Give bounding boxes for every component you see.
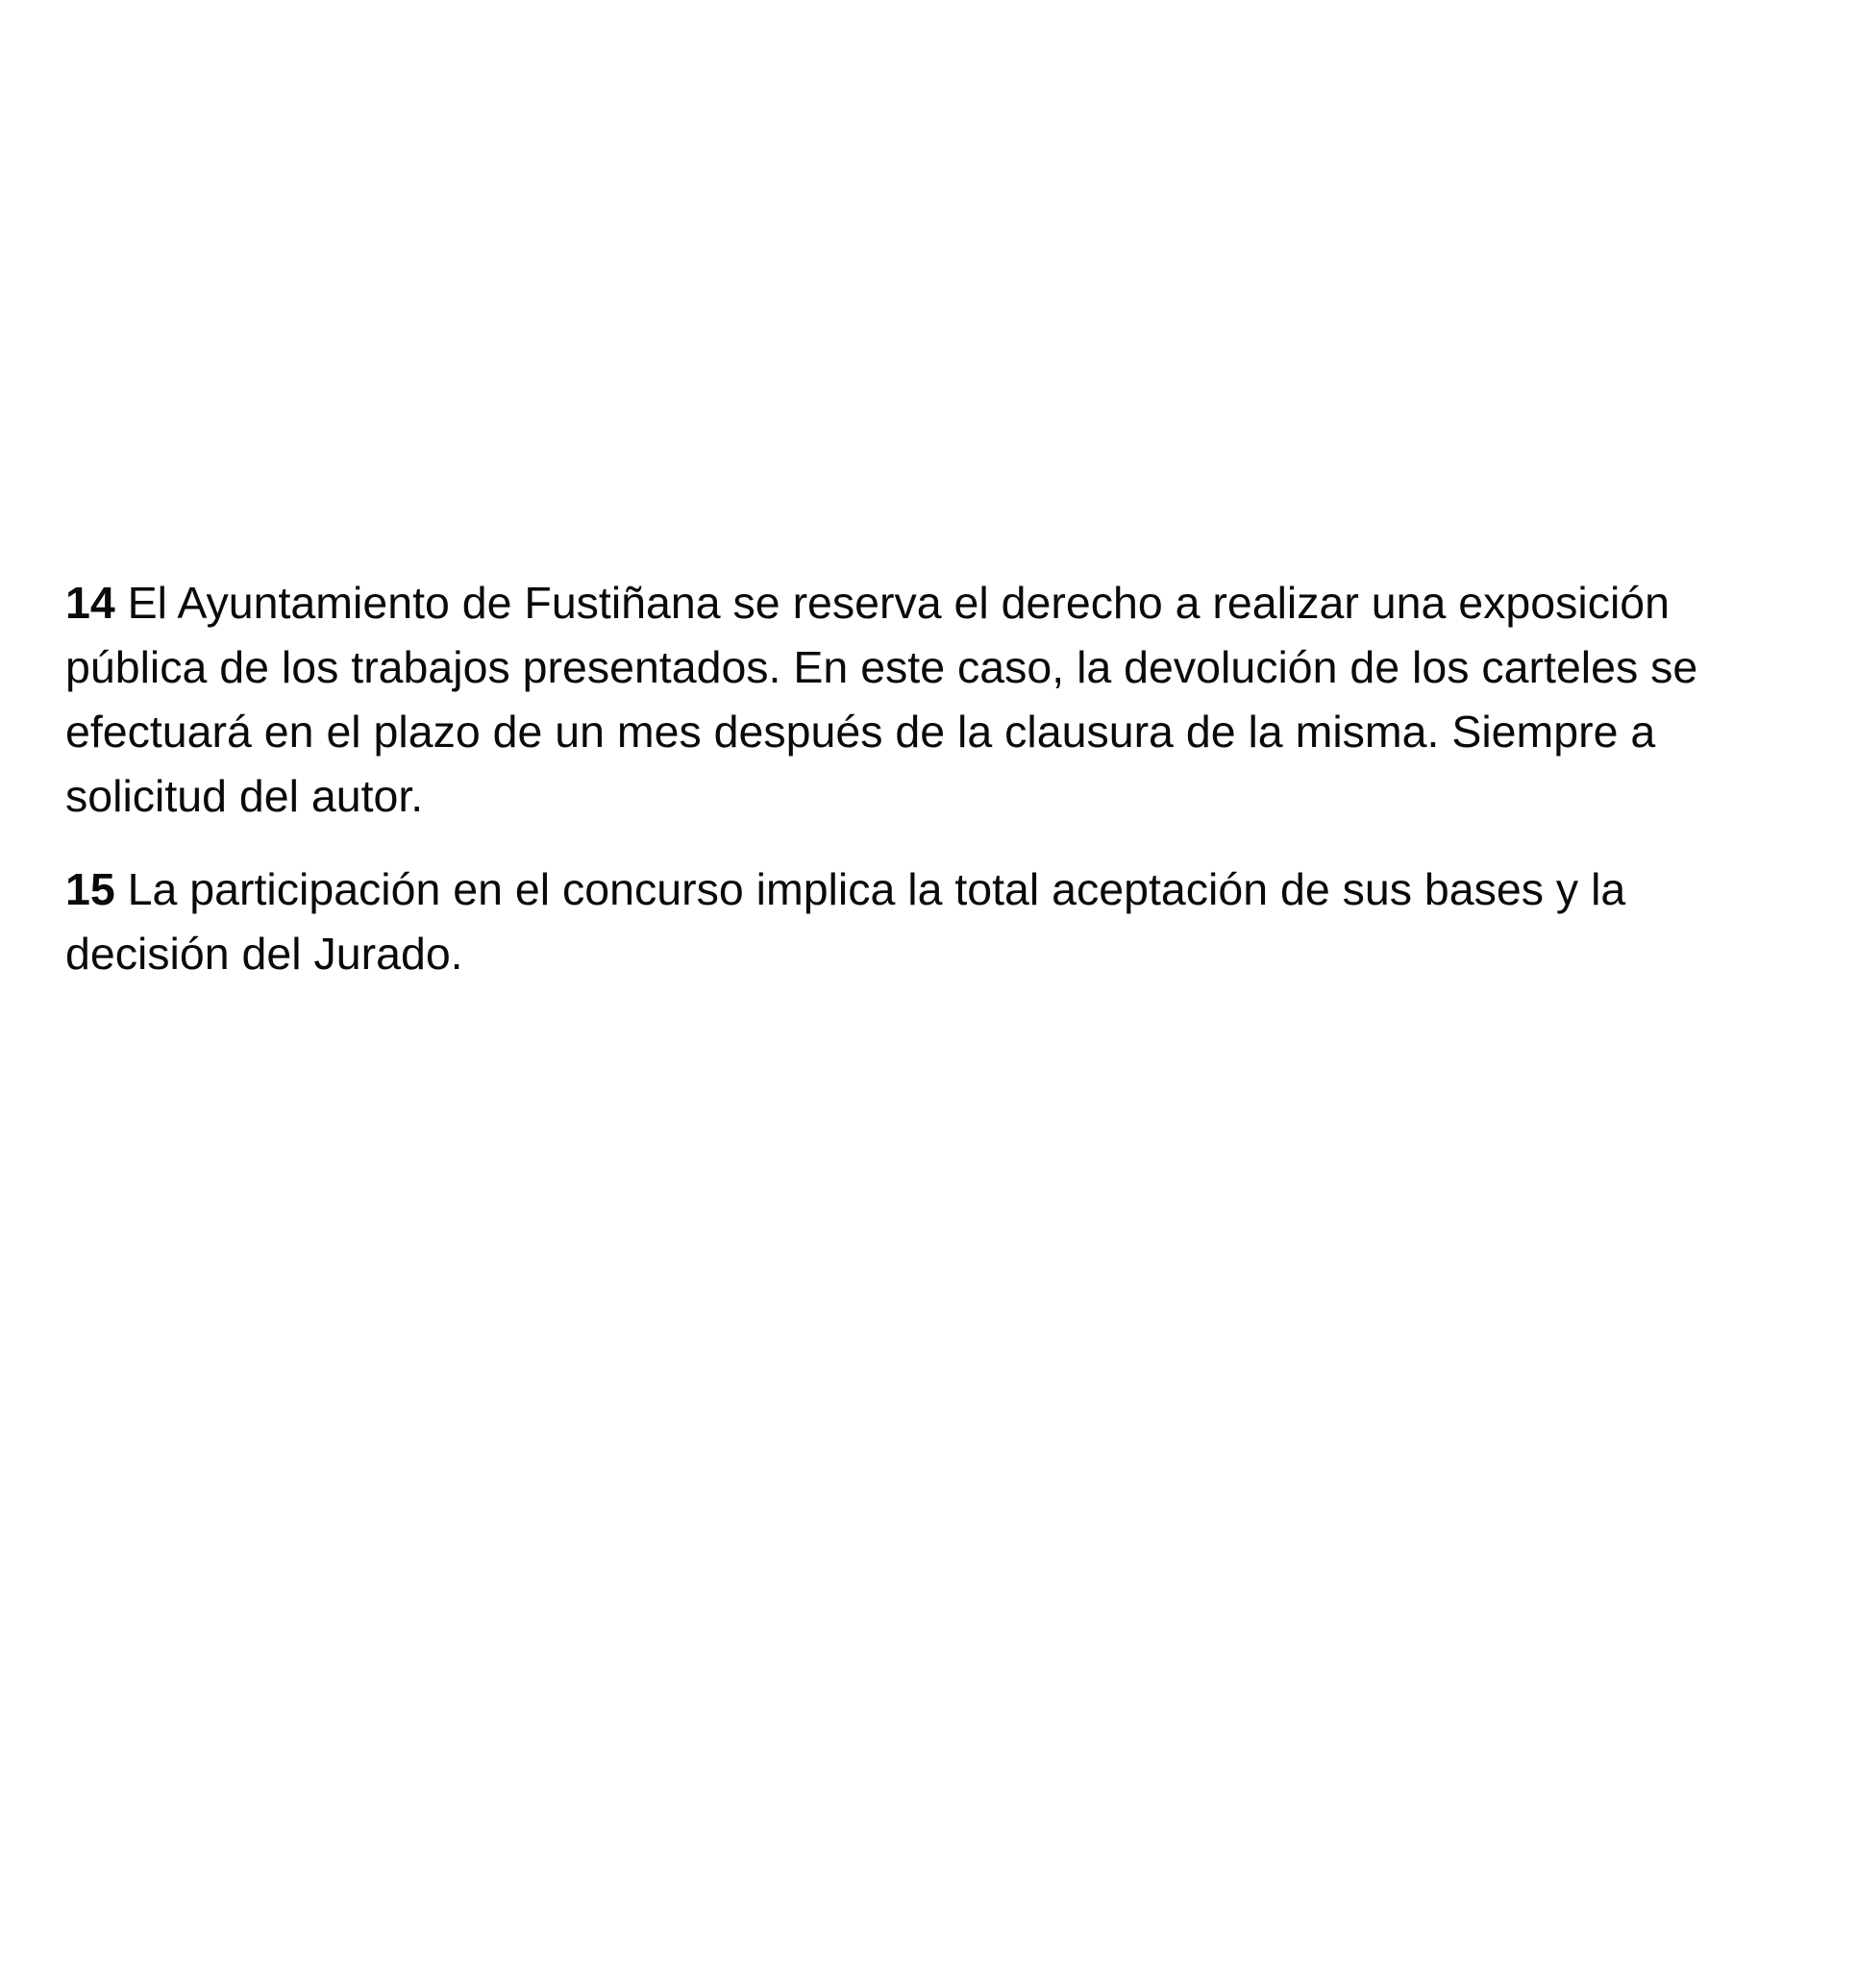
document-body (65, 571, 1776, 986)
clause-15 (65, 857, 1776, 986)
clause-number: 14 (65, 578, 115, 628)
clause-text: El Ayuntamiento de Fustiñana se reserva el derecho a realizar una exposición pública de los trabajos presentados. En este caso, la devolución de los carteles se efectuará en el plazo de un mes después de la clausura de la misma. Siempre a solicitud del autor. (65, 578, 1698, 821)
clause-text: La participación en el concurso implica la total aceptación de sus bases y la decisión del Jurado. (65, 864, 1626, 979)
clause-number: 15 (65, 864, 115, 914)
clause-14 (65, 571, 1776, 829)
